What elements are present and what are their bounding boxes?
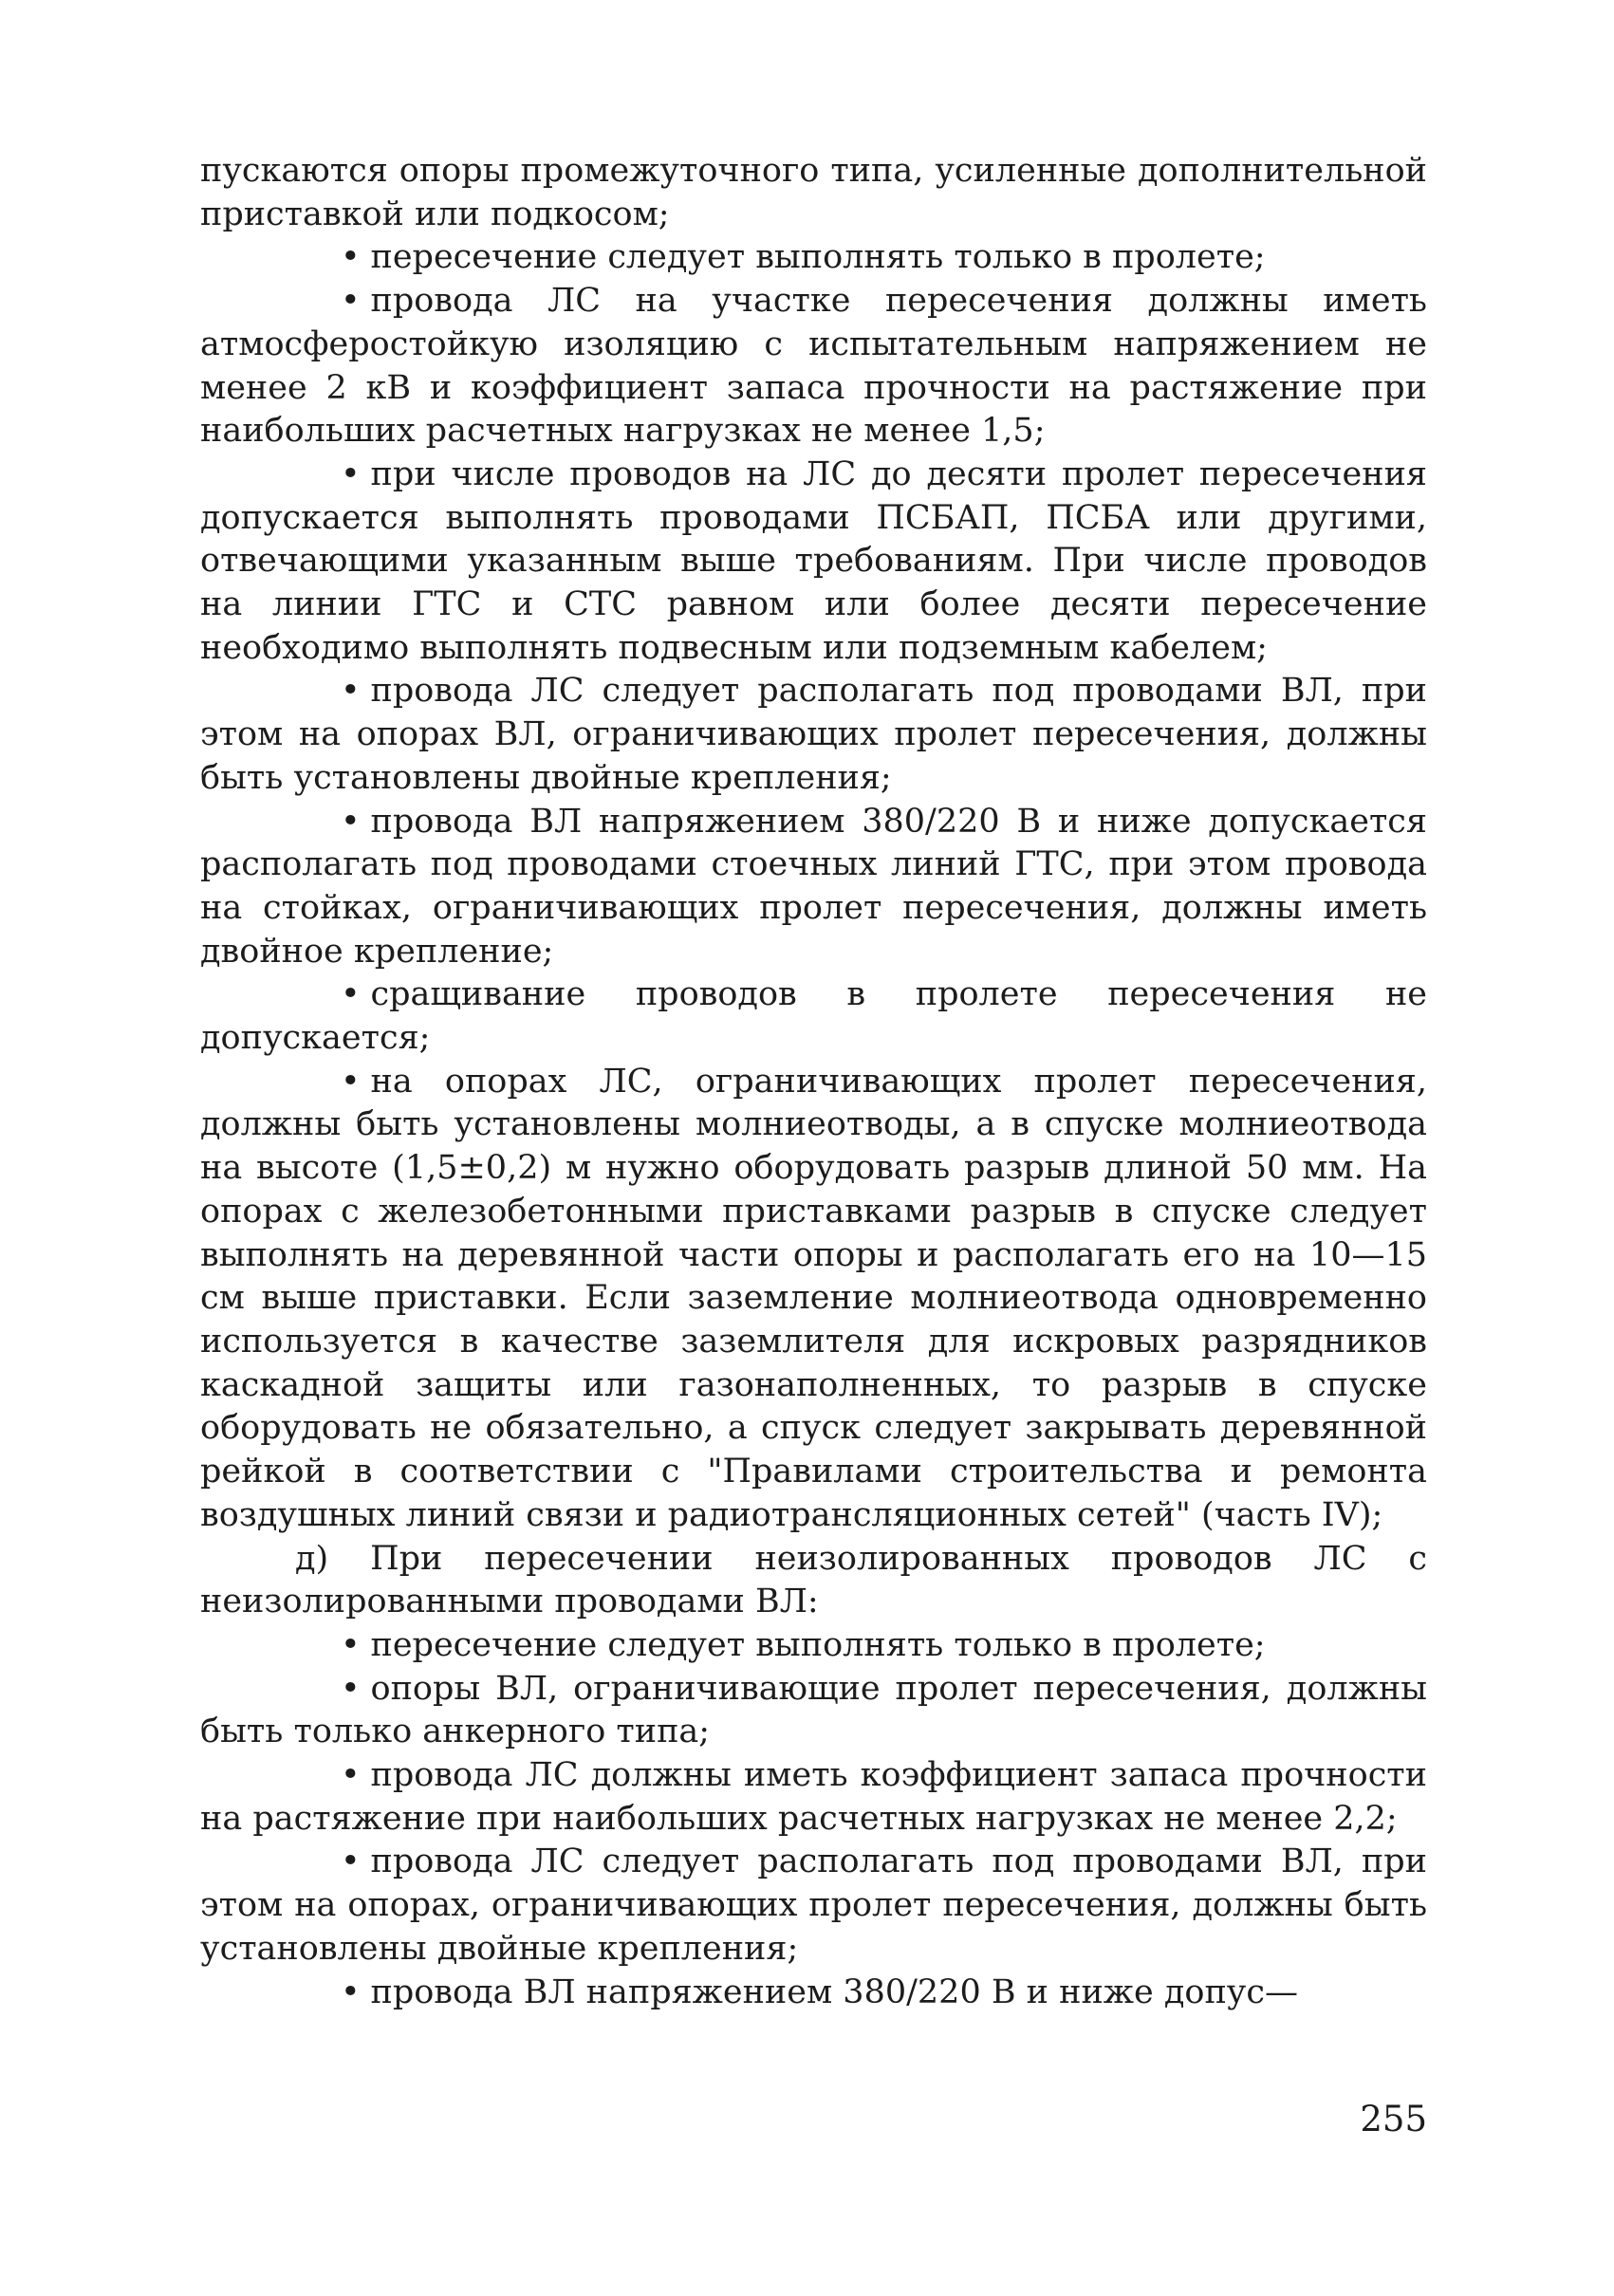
bullet-item — [200, 1841, 1427, 1971]
bullet-item — [200, 670, 1427, 800]
page-body — [200, 150, 1427, 2014]
bullet-item — [200, 1972, 1427, 2015]
bullet-item — [200, 1668, 1427, 1754]
bullet-text: провода ЛС следует располагать под проводами ВЛ, при этом на опорах ВЛ, ограничивающих пролет пересечения, должны быть установлены двойные крепления; — [200, 672, 1427, 797]
bullet-item — [200, 1624, 1427, 1668]
page-number: 255 — [1360, 2099, 1427, 2139]
bullet-text: провода ЛС следует располагать под проводами ВЛ, при этом на опорах, ограничивающих пролет пересечения, должны быть установлены двойные крепления; — [200, 1842, 1427, 1968]
bullet-text: пересечение следует выполнять только в пролете; — [370, 238, 1266, 277]
bullet-text: опоры ВЛ, ограничивающие пролет пересечения, должны быть только анкерного типа; — [200, 1669, 1427, 1751]
bullet-item — [200, 236, 1427, 280]
paragraph-item-d: д) При пересечении неизолированных проводов ЛС с неизолированными проводами ВЛ: — [200, 1539, 1427, 1621]
bullet-text: провода ВЛ напряжением 380/220 В и ниже допус— — [370, 1972, 1298, 2011]
bullet-item — [200, 1061, 1427, 1538]
bullet-item — [200, 801, 1427, 974]
bullet-text: провода ЛС на участке пересечения должны иметь атмосферостойкую изоляцию с испытательным напряжением не менее 2 кВ и коэффициент запаса прочности на растяжение при наибольших расчетных нагрузках не менее 1,5; — [200, 282, 1427, 451]
bullet-item — [200, 454, 1427, 671]
bullet-text: пересечение следует выполнять только в пролете; — [370, 1625, 1266, 1664]
bullet-text: на опорах ЛС, ограничивающих пролет пересечения, должны быть установлены молниеотводы, а в спуске молниеотвода на высоте (1,5±0,2) м нужно оборудовать разрыв длиной 50 мм. На опорах с железобетонными приставками разрыв в спуске следует выполнять на деревянной части опоры и располагать его на 10—15 см выше приставки. Если заземление молниеотвода одновременно используется в качестве заземлителя для искровых разрядников каскадной защиты или газонаполненных, то разрыв в спуске оборудовать не обязательно, а спуск следует закрывать деревянной рейкой в соответствии с "Правилами строительства и ремонта воздушных линий связи и радиотрансляционных сетей" (часть IV); — [200, 1062, 1427, 1534]
bullet-text: сращивание проводов в пролете пересечения не допускается; — [200, 975, 1427, 1058]
bullet-item — [200, 973, 1427, 1060]
bullet-text: при числе проводов на ЛС до десяти пролет пересечения допускается выполнять проводами ПСБАП, ПСБА или другими, отвечающими указанным выше требованиям. При числе проводов на линии ГТС и СТС равном или более десяти пересечение необходимо выполнять подвесным или подземным кабелем; — [200, 454, 1427, 667]
bullet-text: провода ВЛ напряжением 380/220 В и ниже допускается располагать под проводами стоечных линий ГТС, при этом провода на стойках, ограничивающих пролет пересечения, должны иметь двойное крепление; — [200, 802, 1427, 971]
bullet-text: провода ЛС должны иметь коэффициент запаса прочности на растяжение при наибольших расчетных нагрузках не менее 2,2; — [200, 1756, 1427, 1838]
bullet-item — [200, 280, 1427, 454]
paragraph-continuation: пускаются опоры промежуточного типа, усиленные дополнительной приставкой или подкосом; — [200, 152, 1427, 233]
bullet-item — [200, 1754, 1427, 1841]
